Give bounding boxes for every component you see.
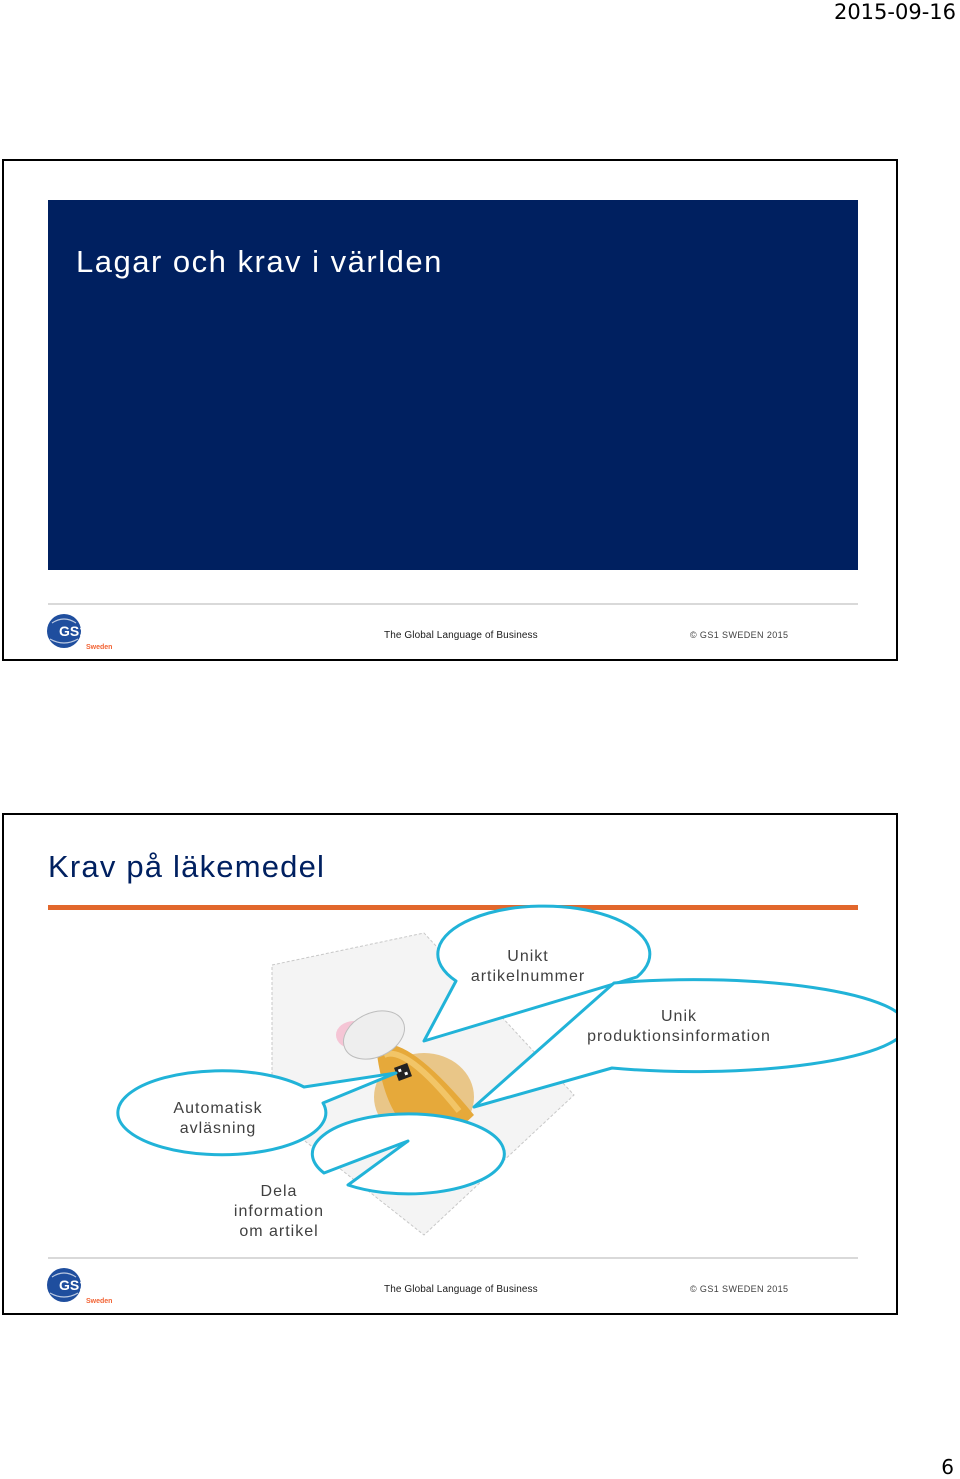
slide-2-title: Krav på läkemedel <box>48 849 326 884</box>
gs1-logo-icon <box>46 613 118 653</box>
callout-unik-text: Unik produktionsinformation <box>587 1008 771 1045</box>
slide-1-title: Lagar och krav i världen <box>76 244 443 279</box>
footer-tagline: The Global Language of Business <box>384 1284 538 1295</box>
page-number: 6 <box>941 1455 954 1479</box>
footer-copyright: © GS1 SWEDEN 2015 <box>690 630 789 640</box>
slide-2 <box>2 813 898 1315</box>
gs1-logo-icon <box>46 1267 118 1307</box>
header-date: 2015-09-16 <box>833 0 956 24</box>
title-block <box>48 200 858 570</box>
svg-text:Sweden: Sweden <box>86 644 113 651</box>
callout-illustration <box>4 815 896 1313</box>
svg-text:GS1: GS1 <box>59 1277 88 1293</box>
footer-tagline: The Global Language of Business <box>384 630 538 641</box>
footer-divider <box>48 1257 858 1259</box>
slide-1 <box>2 159 898 661</box>
footer-divider <box>48 603 858 605</box>
callout-unikt-text: Unikt artikelnummer <box>470 948 586 985</box>
footer-copyright: © GS1 SWEDEN 2015 <box>690 1284 789 1294</box>
svg-text:Sweden: Sweden <box>86 1298 113 1305</box>
callout-automatisk-text: Automatisk avläsning <box>173 1100 263 1137</box>
callout-dela-text: Dela information om artikel <box>233 1183 325 1240</box>
svg-text:GS1: GS1 <box>59 623 88 639</box>
